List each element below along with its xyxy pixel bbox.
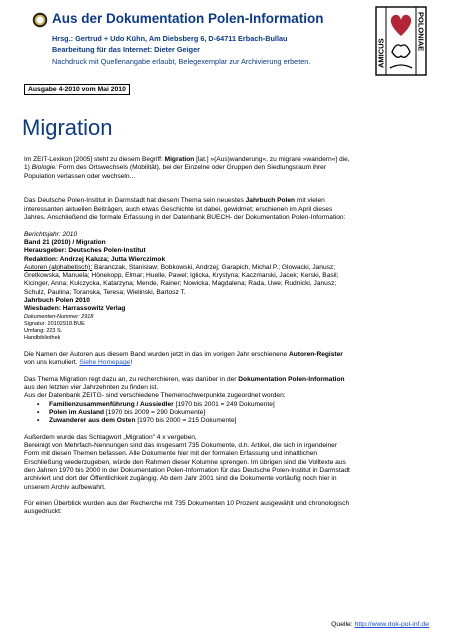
- text-span: Jahrbuch Polen: [245, 197, 296, 205]
- bullet-icon: •: [37, 417, 40, 425]
- intro-paragraph: [24, 156, 432, 181]
- text-span: mit vielen: [295, 197, 325, 205]
- text-span: [lat.] »(Aus)wanderung«, zu migrare »wandern«] die,: [194, 156, 350, 163]
- text-span: archiviert und dort der Öffentlichkeit zugängig. Ab dem Jahr 2001 sind die Dokumente vorläufig noch hier in: [24, 475, 337, 483]
- text-span: !: [130, 359, 133, 367]
- homepage-link[interactable]: Siehe Homepage: [79, 359, 131, 367]
- article-body: [24, 156, 432, 517]
- database-record: [24, 231, 432, 343]
- header-reprint-note: Nachdruck mit Quellenangabe erlaubt, Belegexemplar zur Archivierung erbeten.: [52, 57, 311, 66]
- source-link[interactable]: http://www.dok-pol-inf.de: [354, 621, 429, 628]
- text-span: Biologie:: [31, 164, 57, 172]
- text-span: 1): [24, 164, 32, 172]
- header-publisher: Hrsg.: Gertrud + Udo Kühn, Am Diebsberg 6, D-64711 Erbach-Bullau: [52, 34, 288, 43]
- text-span: Für einen Überblick wurden aus der Recherche mit 735 Dokumenten 10 Prozent ausgewählt und chronologisch: [24, 500, 350, 508]
- text-span: Kicinger, Anna; Kulczycka, Katarzyna; Mende, Rainer; Nowicka, Magdalena; Rada, Uwe; Rudnicki, Janusz;: [24, 280, 337, 288]
- bullet-item: [24, 401, 432, 409]
- header-title: Aus der Dokumentation Polen-Information: [52, 11, 324, 26]
- text-span: Autoren-Register: [289, 350, 343, 358]
- record-handbibliothek: Handbibliothek: [24, 335, 61, 342]
- institute-paragraph: [24, 197, 432, 222]
- logo-poloniae-text: POLONIAE: [416, 12, 426, 52]
- header: [0, 0, 453, 78]
- research-paragraph: [24, 376, 432, 401]
- text-span: Migration: [164, 156, 195, 163]
- text-span: Polen im Ausland: [49, 408, 105, 416]
- text-span: interessanten aktuellen Beiträgen, auch etwas Geschichte ist dabei, gewidmet; erschienen im April dieses: [24, 205, 333, 213]
- text-span: Baranczak, Stanislaw; Bobkowski, Andrzej; Garapich, Michal P.; Glowacki, Janusz;: [92, 263, 336, 271]
- footer-label: Quelle:: [331, 621, 355, 628]
- keyword-paragraph: [24, 434, 432, 492]
- overview-paragraph: [24, 500, 432, 517]
- edition-label: Ausgabe 4-2010 vom Mai 2010: [24, 84, 130, 95]
- text-span: Form des Ortswechsels (Mobilität), bei der Einzelne oder Gruppen den Siedlungsraum ihrer: [57, 164, 327, 172]
- record-year: Berichtsjahr: 2010: [24, 230, 78, 238]
- text-span: Dokumentation Polen-Information: [238, 375, 345, 383]
- record-band: Band 21 (2010) / Migration: [24, 238, 106, 246]
- record-editors: Redaktion: Andrzej Kaluza; Jutta Wierczimok: [24, 255, 166, 263]
- bullet-item: [24, 417, 432, 425]
- text-span: unserem Archiv aufbewahrt.: [24, 483, 106, 491]
- text-span: ausgedruckt:: [24, 508, 62, 516]
- text-span: [1970 bis 2000 = 215 Dokumente]: [135, 417, 237, 425]
- bullet-item: [24, 409, 432, 417]
- text-span: Aus der Datenbank ZEITG- sind verschiedene Themenschwerpunkte zugeordnet worden:: [24, 392, 286, 400]
- text-span: aus den letzten vier Jahrzehnten zu finden ist.: [24, 383, 159, 391]
- text-span: Die Namen der Autoren aus diesem Band wurden jetzt in das im vorigen Jahr erschienene: [24, 350, 289, 358]
- record-signatur: Signatur: 20102918.BUE: [24, 320, 85, 327]
- text-span: Im ZEIT-Lexikon [2005] steht zu diesem Begriff:: [24, 156, 165, 163]
- text-span: den Jahren 1970 bis 2000 in der Dokumentation Polen-Information für das Deutsche Polen-Institut in Darmstadt: [24, 466, 350, 474]
- text-span: Zuwanderer aus dem Osten: [49, 417, 136, 425]
- text-span: Population verlassen oder wechseln...: [24, 172, 136, 180]
- record-series: Jahrbuch Polen 2010: [24, 297, 90, 305]
- text-span: Form mit diesen Themen befassen. Alle Dokumente hier mit der formalen Erfassung und inhaltlichen: [24, 450, 318, 458]
- circle-logo-icon: [32, 12, 48, 28]
- text-span: Erschließung wiederzugeben, würde den Rahmen dieser Kolumne sprengen. Im übrigen sind die Volltexte aus: [24, 458, 346, 466]
- text-span: [1970 bis 2001 = 249 Dokumente]: [173, 400, 275, 408]
- text-span: Jahres. Anschließend die formale Erfassung in der Datenbank BUECH- der Dokumentation Polen-Information:: [24, 214, 346, 222]
- header-internet-editor: Bearbeitung für das Internet: Dieter Geiger: [52, 45, 200, 54]
- bullet-icon: •: [37, 400, 40, 408]
- record-umfang: Umfang: 223 S.: [24, 328, 63, 335]
- logo-amicus-text: AMICUS: [376, 38, 386, 68]
- text-span: Außerdem wurde das Schlagwort „Migration" 4 x vergeben,: [24, 433, 197, 441]
- amicus-poloniae-logo-icon: [375, 6, 427, 76]
- text-span: Gretkowska, Manuela; Hönekopp, Elmar; Huelle, Pawel; Iglicka, Krystyna; Kaczmarski, Jacek; Kerski, Basil;: [24, 272, 339, 280]
- text-span: Autoren (alphabetisch):: [24, 263, 93, 271]
- bullet-icon: •: [37, 408, 40, 416]
- record-publisher: Herausgeber: Deutsches Polen-Institut: [24, 247, 146, 255]
- text-span: Schulz, Paulina; Toranska, Teresa; Wielinski, Bartosz T.: [24, 288, 186, 296]
- authors-register-paragraph: [24, 351, 432, 368]
- topic-bullet-list: [24, 401, 432, 426]
- text-span: Familienzusammenführung / Aussiedler: [49, 400, 174, 408]
- text-span: von uns kumuliert.: [24, 359, 80, 367]
- footer-source: [331, 621, 429, 628]
- text-span: Das Deutsche Polen-Institut in Darmstadt hat diesem Thema sein neuestes: [24, 197, 246, 205]
- text-span: Bereinigt von Mehrfach-Nennungen sind das insgesamt 735 Dokumente, d.h. Artikel, die sich in irgendeiner: [24, 442, 338, 450]
- record-authors: [24, 264, 432, 297]
- record-docnum: Dokumenten-Nummer: 2918: [24, 313, 94, 320]
- text-span: Das Thema Migration regt dazu an, zu recherchieren, was darüber in der: [24, 375, 239, 383]
- text-span: [1970 bis 2009 = 290 Dokumente]: [104, 408, 206, 416]
- page-title: Migration: [22, 115, 113, 140]
- record-place: Wiesbaden: Harrassowitz Verlag: [24, 305, 126, 313]
